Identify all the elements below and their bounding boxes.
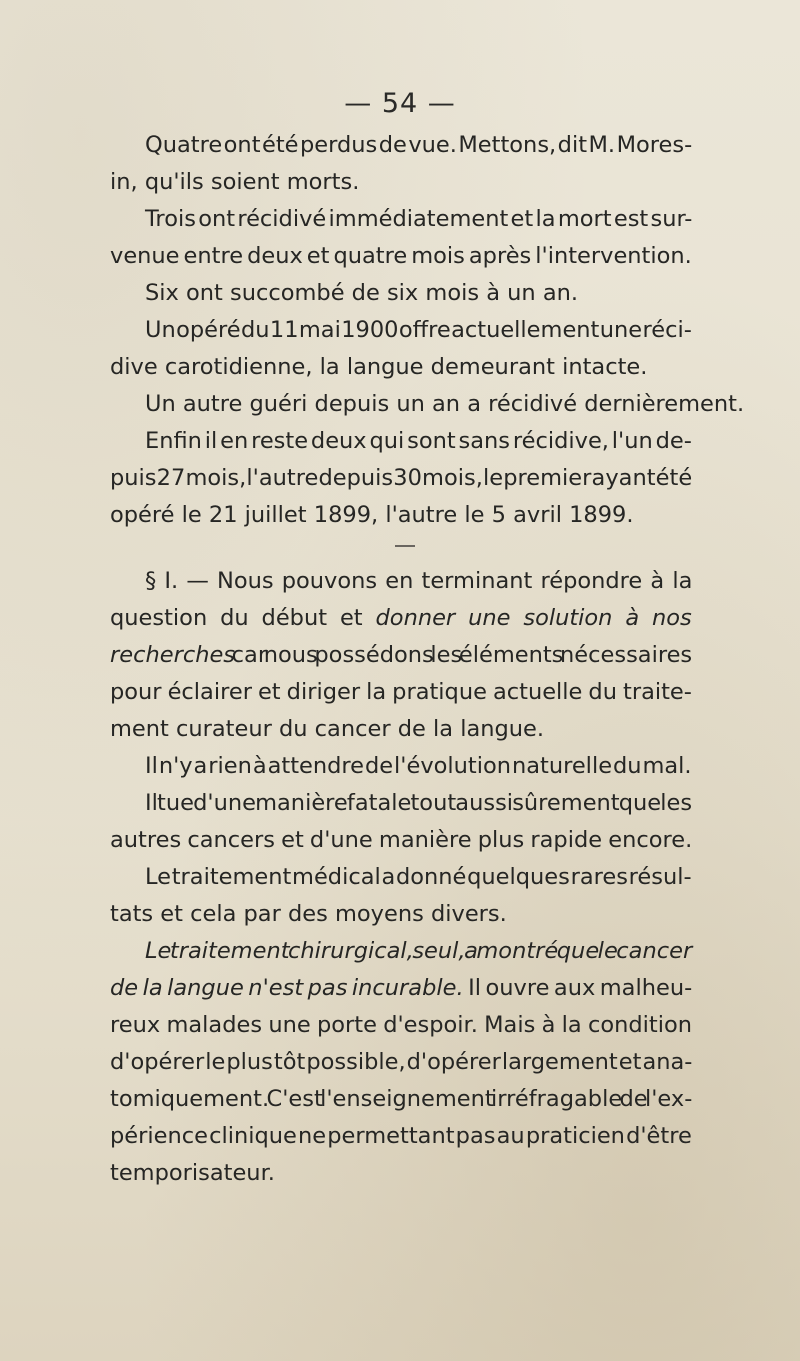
text-line: autres cancers et d'une manière plus rapide encore. bbox=[110, 827, 693, 853]
text-line bbox=[110, 640, 692, 670]
emphasis-text: de la langue n'est pas incurable. bbox=[110, 975, 464, 1001]
text-line bbox=[110, 603, 692, 633]
text-line: Il n'y a rien à attendre de l'évolution naturelle du mal. bbox=[145, 753, 692, 779]
text-line: dive carotidienne, la langue demeurant intacte. bbox=[110, 354, 648, 380]
text-line: périence clinique ne permettant pas au praticien d'être bbox=[110, 1123, 692, 1149]
text-line: tomiquement. C'est l'enseignement irréfragable de l'ex- bbox=[110, 1086, 693, 1112]
text-line: ment curateur du cancer de la langue. bbox=[110, 716, 545, 742]
text-line: Trois ont récidivé immédiatement et la mort est sur- bbox=[145, 206, 693, 232]
text-line: reux malades une porte d'espoir. Mais à la condition bbox=[110, 1012, 693, 1038]
text-line: Un opéré du 11 mai 1900 offre actuellement une réci- bbox=[145, 317, 692, 343]
text-line: opéré le 21 juillet 1899, l'autre le 5 avril 1899. bbox=[110, 502, 634, 528]
text-line: Quatre ont été perdus de vue. Mettons, dit M. Mores- bbox=[145, 132, 693, 158]
emphasis-text: recherches bbox=[110, 642, 236, 668]
text-line: venue entre deux et quatre mois après l'intervention. bbox=[110, 243, 692, 269]
text-line bbox=[110, 973, 692, 1003]
text-span: question du début et bbox=[110, 605, 376, 631]
text-line: tats et cela par des moyens divers. bbox=[110, 901, 507, 927]
section-heading-line: § I. — Nous pouvons en terminant répondre à la bbox=[145, 568, 693, 594]
text-line: temporisateur. bbox=[110, 1160, 275, 1186]
emphasis-text: donner une solution à nos bbox=[375, 605, 692, 631]
text-line: Un autre guéri depuis un an a récidivé dernièrement. bbox=[145, 391, 745, 417]
text-line: pour éclairer et diriger la pratique actuelle du traite- bbox=[110, 679, 692, 705]
text-span: Il ouvre aux malheu- bbox=[463, 975, 693, 1001]
text-line: Six ont succombé de six mois à un an. bbox=[145, 280, 579, 306]
text-line: Il tue d'une manière fatale tout aussi sûrement que les bbox=[145, 790, 693, 816]
text-line: puis 27 mois, l'autre depuis 30 mois, le premier ayant été bbox=[110, 465, 693, 491]
emphasis-line: Le traitement chirurgical, seul, a montré que le cancer bbox=[145, 938, 693, 964]
text-line: in, qu'ils soient morts. bbox=[110, 169, 360, 195]
section-divider bbox=[395, 545, 415, 547]
text-span: car nous possédons les éléments nécessaires bbox=[235, 642, 693, 668]
page-number: — 54 — bbox=[344, 88, 456, 119]
text-line: d'opérer le plus tôt possible, d'opérer largement et ana- bbox=[110, 1049, 693, 1075]
text-line: Enfin il en reste deux qui sont sans récidive, l'un de- bbox=[145, 428, 692, 454]
text-line: Le traitement médical a donné quelques rares résul- bbox=[145, 864, 692, 890]
